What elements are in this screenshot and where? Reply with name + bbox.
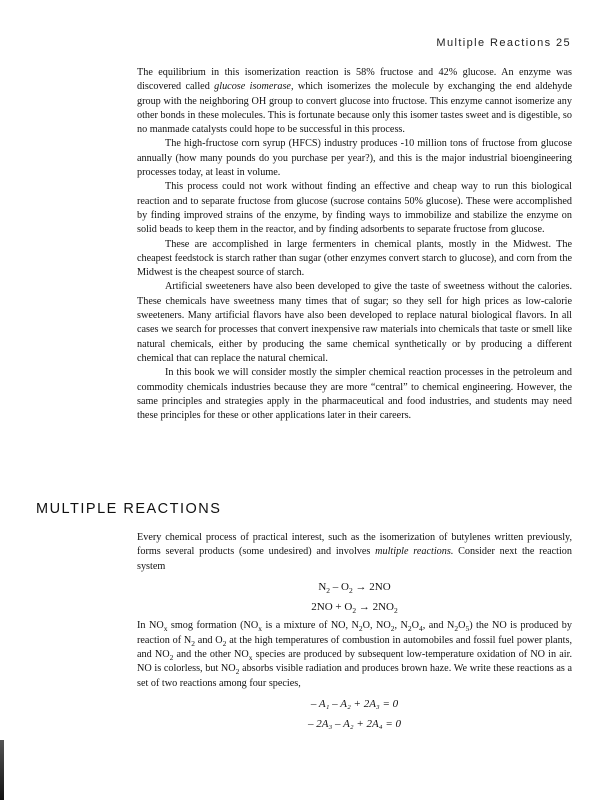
paragraph-book-scope: In this book we will consider mostly the simpler chemical reaction processes in the petroleum and commodity chemicals industries because they are more “central” to chemical engineering. However, the same principles and strategies apply in the pharmaceutical and food industries, and students may need these principles for these or other applications later in their careers.	[137, 367, 572, 422]
paragraph-isomerase: The equilibrium in this isomerization reaction is 58% fructose and 42% glucose. An enzyme was discovered called glucose isomerase, which isomerizes the molecule by exchanging the end aldehyde group with the neighboring OH group to convert glucose into fructose. This enzyme cannot isomerize any other bonds in these molecules. This is fortunate because only this isomer tastes sweet and is digestible, so no manmade catalysts could hope to be successful in this process.	[137, 67, 572, 136]
scan-edge-mark	[0, 740, 4, 800]
paragraph-process: This process could not work without finding an effective and cheap way to run this biological reaction and to separate fructose from glucose (sucrose contains 50% glucose). These were accomplished by finding improved strains of the enzyme, by finding ways to immobilize and stabilize the enzyme on solid beads to keep them in the reactor, and by finding adsorbents to separate fructose from glucose.	[137, 181, 572, 236]
paragraph-sweeteners: Artificial sweeteners have also been developed to give the taste of sweetness without the calories. These chemicals have sweetness many times that of sugar; so they sell for high prices as low-calorie sweeteners. Many artificial flavors have also been developed to replace natural biological flavors. In all cases we search for processes that convert inexpensive raw materials into chemicals that taste or smell like natural chemicals, either by producing the same chemical synthetically or by producing a different chemical that can replace the natural chemical.	[137, 281, 572, 364]
matrix-equation-1: – A₁ – A₂ + 2A₃ = 0	[310, 697, 399, 710]
paragraph-nox: In $NO_x$ smog formation ($NO_x$ is a mixture of NO, $N_2O$, $NO_2$, $N_2O_4$, and $N_2O_5$) the NO is produced by reaction of $N_2$ and $O_2$ at the high temperatures of combustion in automobiles and fossil fuel power plants, and $NO_2$ and the other $NO_x$ species are produced by subsequent low-temperature oxidation of NO in air. NO is colorless, but $NO_2$ absorbs visible radiation and produces brown haze. We write these reactions as a set of two reactions among four species,	[137, 620, 573, 689]
equation-1: $N_2 - O_2 \to 2NO$	[318, 580, 391, 596]
term-glucose-isomerase: glucose isomerase,	[214, 81, 294, 93]
section-body	[137, 531, 572, 737]
paragraph-fermenters: These are accomplished in large fermenters in chemical plants, mostly in the Midwest. The cheapest feedstock is starch rather than sugar (other enzymes convert starch to glucose), and corn from the Midwest is the cheapest source of starch.	[137, 238, 572, 279]
intro-body	[137, 66, 572, 423]
section-heading: MULTIPLE REACTIONS	[36, 501, 222, 517]
paragraph-hfcs: The high-fructose corn syrup (HFCS) industry produces -10 million tons of fructose from glucose annually (how many pounds do you purchase per year?), and this is the major industrial bioengineering processes today, at least in volume.	[137, 138, 572, 179]
equation-2: $2NO + O_2 \to 2NO_2$	[311, 601, 398, 616]
matrix-equation-2: – 2A₃ – A₂ + 2A₄ = 0	[307, 718, 402, 731]
paragraph-multiple-reactions: Every chemical process of practical interest, such as the isomerization of butylenes written previously, forms several products (some undesired) and involves multiple reactions. Consider next the reaction system	[137, 532, 572, 572]
running-head: Multiple Reactions 25	[436, 37, 571, 49]
term-multiple-reactions: multiple reactions.	[375, 546, 454, 558]
